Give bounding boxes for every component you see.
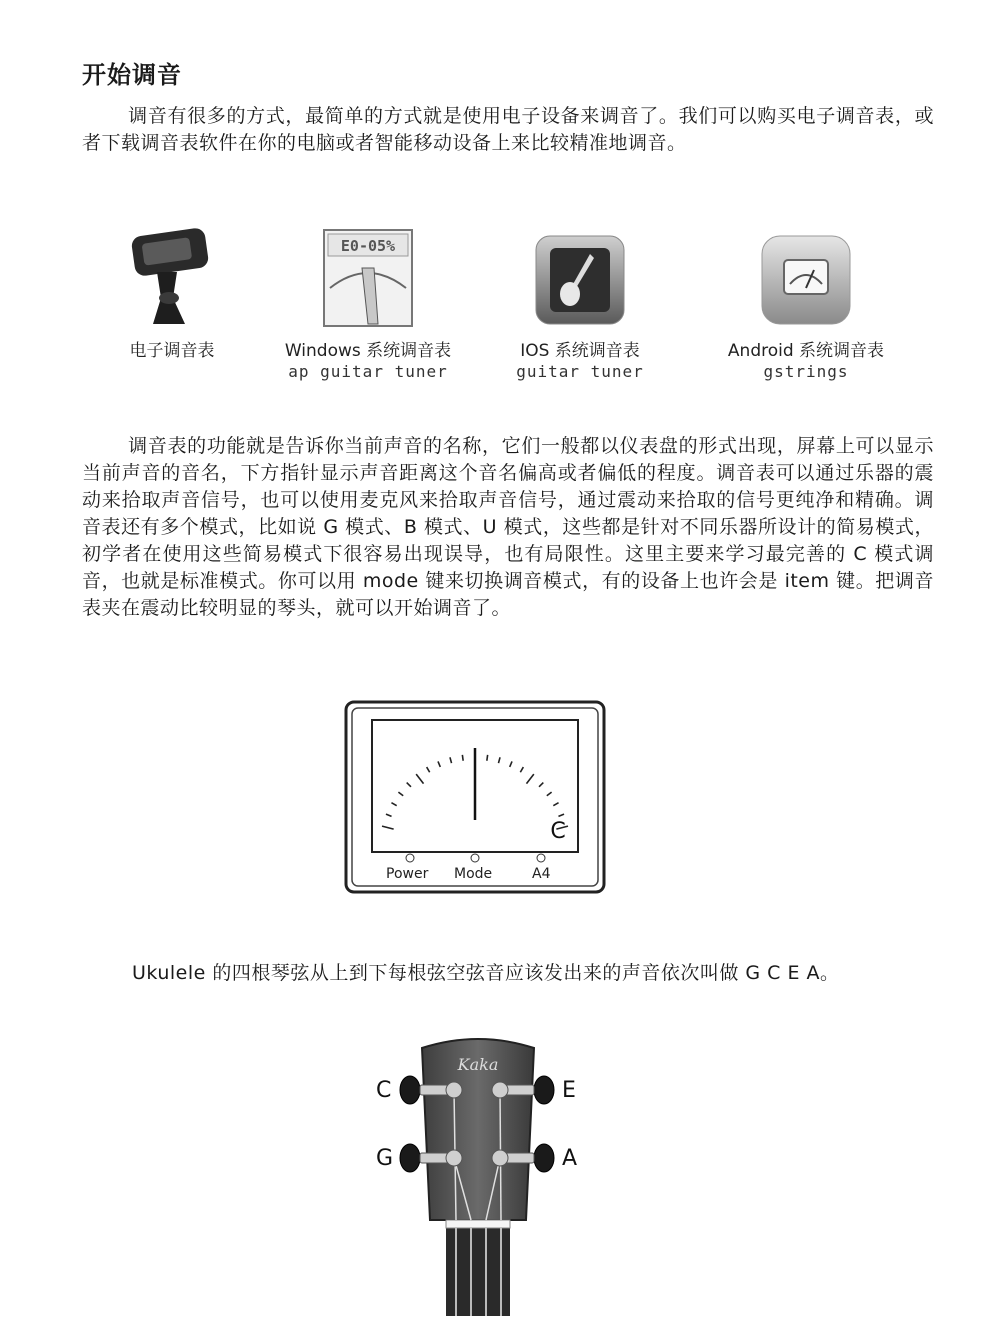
peg-label-a: A [562, 1146, 578, 1171]
tuner-label: Android 系统调音表 [727, 341, 885, 361]
android-gstrings-icon [706, 218, 906, 328]
tuner-label: IOS 系统调音表 [520, 341, 640, 361]
tuner-option [706, 218, 906, 382]
tuner-sublabel: gstrings [763, 362, 849, 381]
tuner-options [100, 218, 940, 398]
brand-logo: Kaka [457, 1055, 499, 1074]
tuner-label: Windows 系统调音表 [284, 341, 452, 361]
meter-note: C [550, 819, 566, 844]
ukulele-headstock-diagram [368, 1030, 588, 1320]
windows-tuner-screen-text: E0-05% [340, 237, 396, 255]
windows-tuner-app-icon [268, 218, 468, 328]
tuner-explanation-paragraph: 调音表的功能就是告诉你当前声音的名称，它们一般都以仪表盘的形式出现，屏幕上可以显示当前声音的音名，下方指针显示声音距离这个音名偏高或者偏低的程度。调音表可以通过乐器的震动来拾取声音信号，也可以使用麦克风来拾取声音信号，通过震动来拾取的信号更纯净和精确。调音表还有多个模式，比如说 G 模式、B 模式、U 模式，这些都是针对不同乐器所设计的简易模式，初学者在使用这些简易模式下很容易出现误导，也有局限性。这里主要来学习最完善的 C 模式调音，也就是标准模式。你可以用 mode 键来切换调音模式，有的设备上也许会是 item 键。把调音表夹在震动比较明显的琴头，就可以开始调音了。 [82, 435, 934, 619]
peg-label-c: C [376, 1078, 392, 1103]
strings-sentence: Ukulele 的四根琴弦从上到下每根弦空弦音应该发出来的声音依次叫做 G C E A。 [132, 962, 840, 984]
meter-tick [462, 755, 463, 761]
tuner-sublabel: guitar tuner [516, 362, 644, 381]
tuner-option [268, 218, 468, 382]
tuner-option [72, 218, 272, 362]
clip-tuner-icon [72, 218, 272, 328]
peg-label-g: G [376, 1146, 394, 1171]
power-button-label: Power [386, 866, 429, 882]
intro-paragraph: 调音有很多的方式，最简单的方式就是使用电子设备来调音了。我们可以购买电子调音表，或者下载调音表软件在你的电脑或者智能移动设备上来比较精准地调音。 [82, 105, 934, 154]
peg-label-e: E [562, 1078, 576, 1103]
tuner-meter-diagram [344, 700, 606, 894]
page-title: 开始调音 [82, 61, 182, 89]
tuner-option [480, 218, 680, 382]
tuner-sublabel: ap guitar tuner [288, 362, 448, 381]
ios-guitar-tuner-icon [480, 218, 680, 328]
tuner-label: 电子调音表 [129, 341, 215, 361]
a4-button-label: A4 [532, 866, 551, 882]
meter-tick [487, 755, 488, 761]
mode-button-label: Mode [454, 866, 493, 882]
